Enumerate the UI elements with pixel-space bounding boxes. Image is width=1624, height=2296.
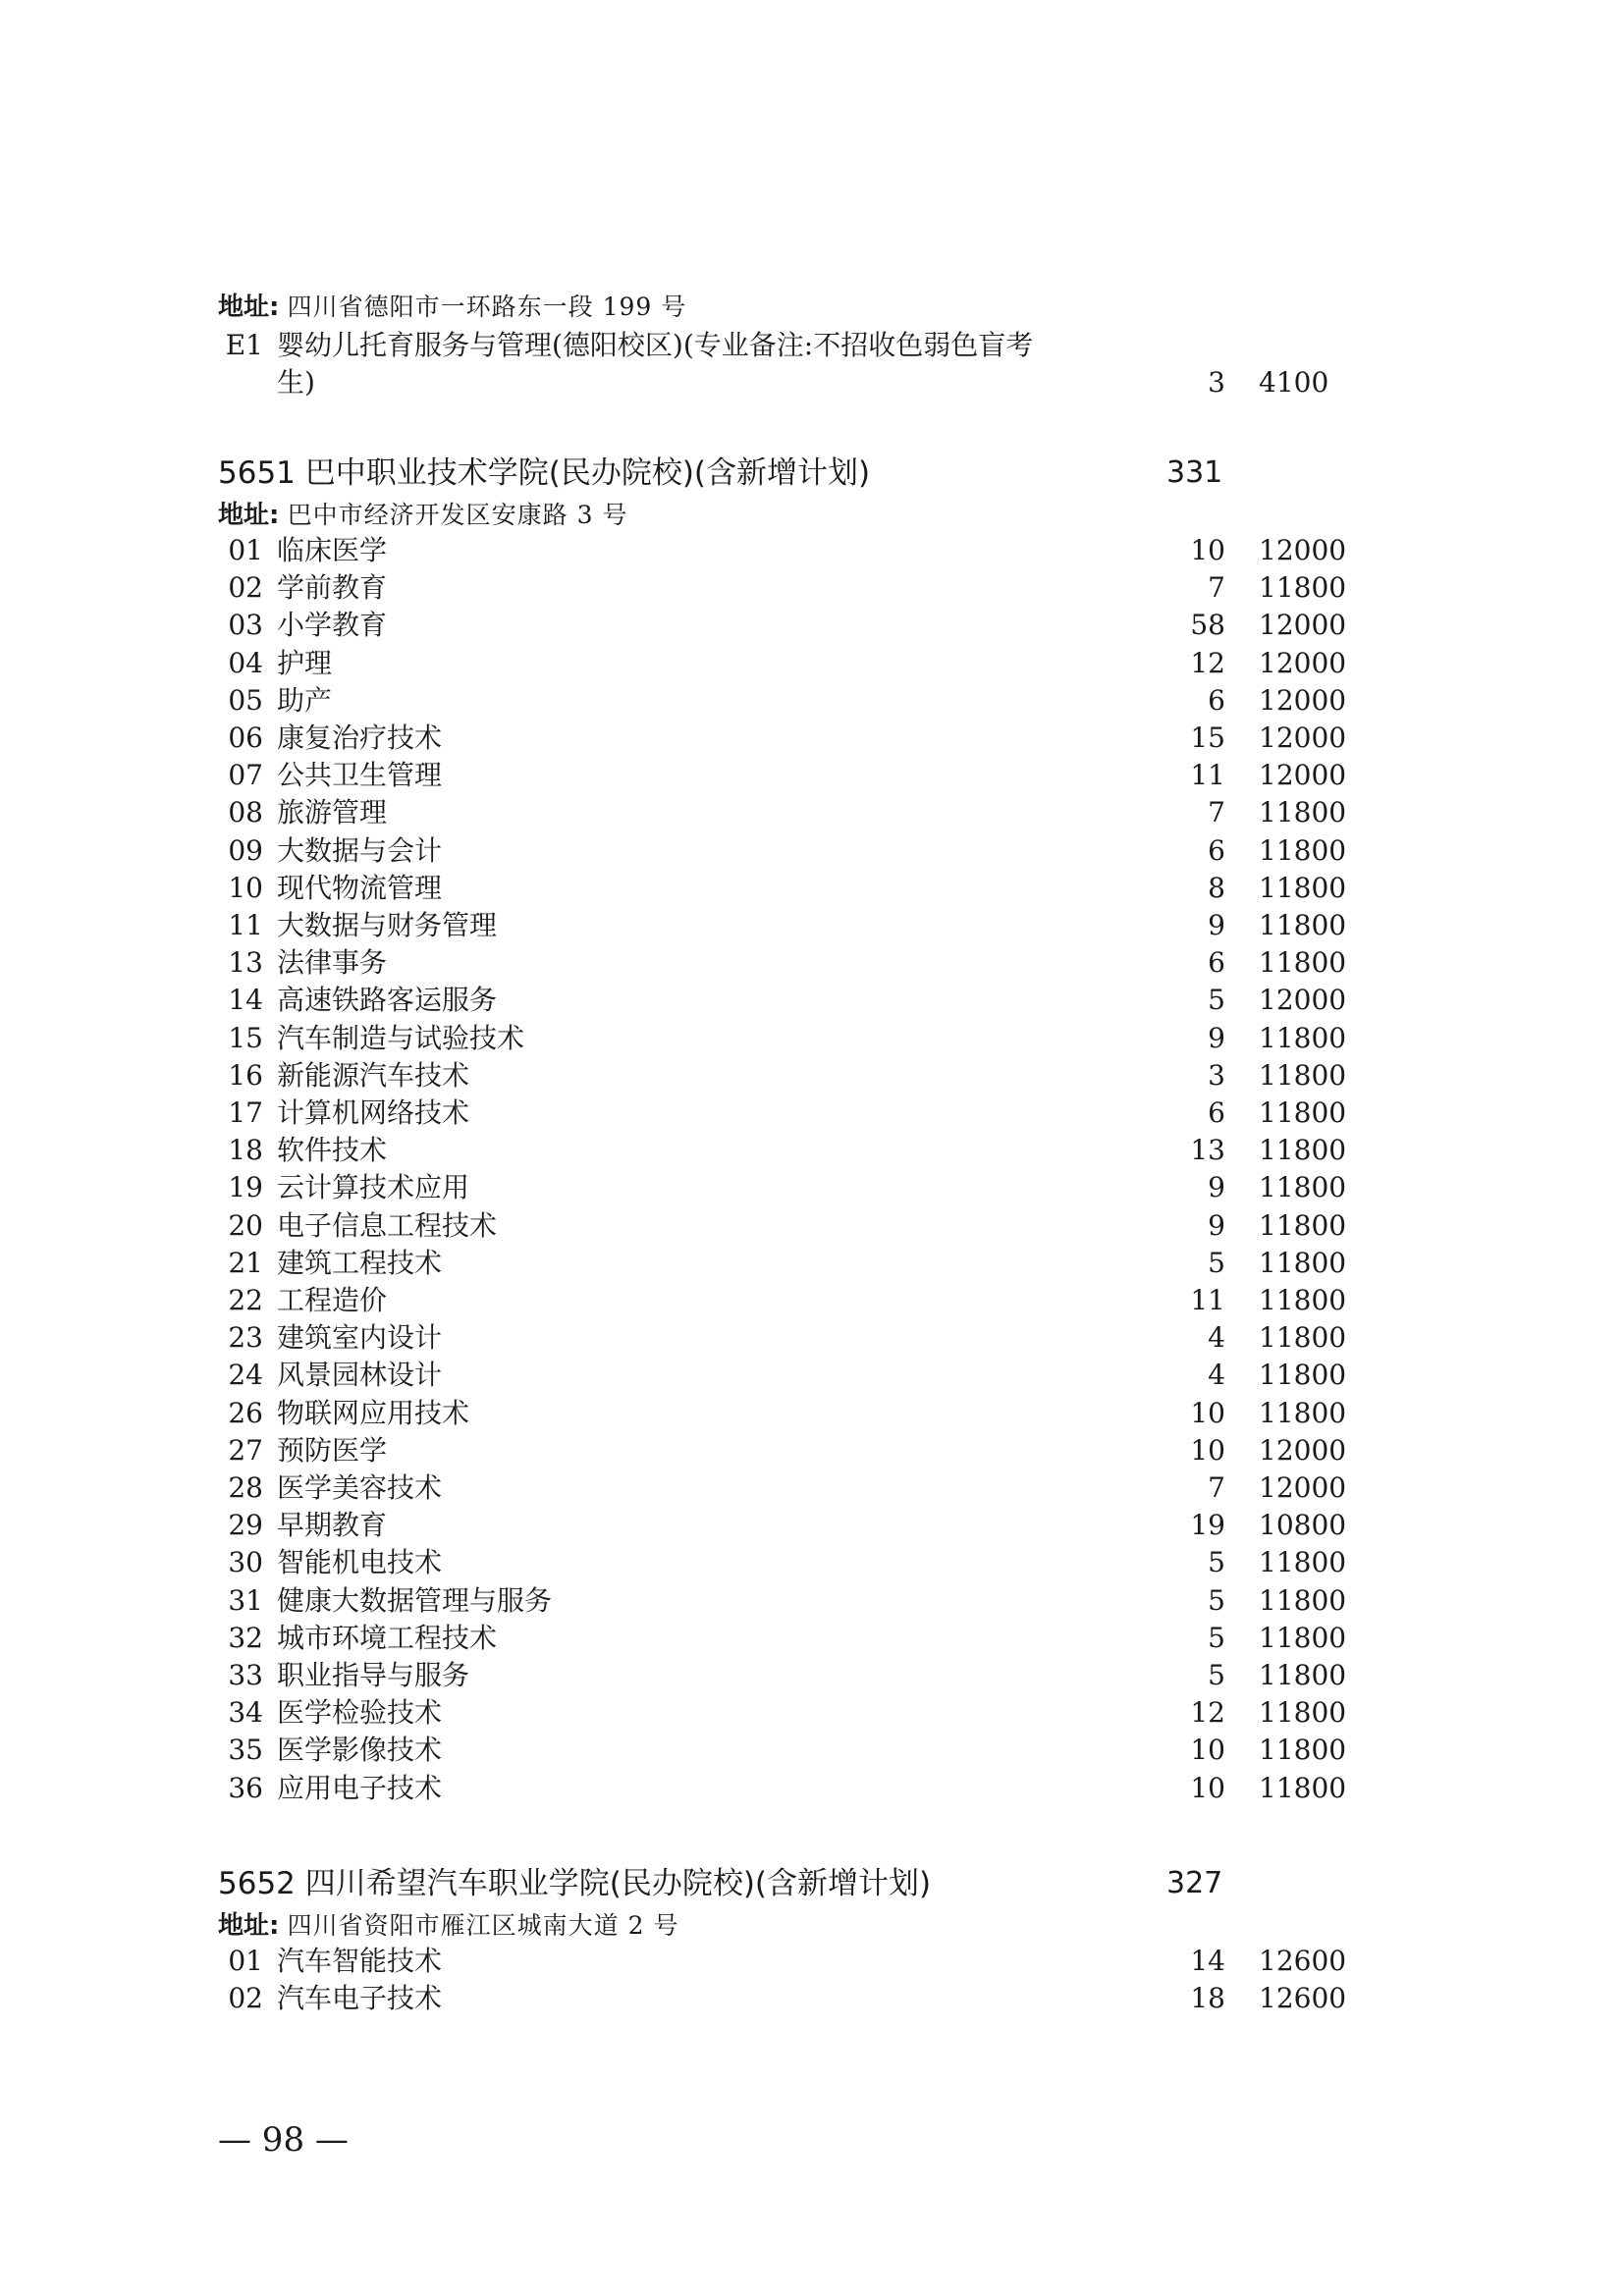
program-row [0, 1694, 1624, 1732]
program-fee: 11800 [1259, 1021, 1347, 1054]
program-fee: 11800 [1259, 946, 1347, 980]
program-row [0, 794, 1624, 831]
program-row [0, 870, 1624, 907]
program-name: 计算机网络技术 [277, 1096, 470, 1129]
program-name: 新能源汽车技术 [277, 1058, 470, 1092]
program-fee: 11800 [1259, 571, 1347, 605]
school-total-5651: 331 [1166, 455, 1223, 490]
program-count: 5 [1208, 1621, 1225, 1654]
program-code: 28 [228, 1471, 263, 1504]
program-code: 03 [228, 609, 263, 642]
program-count: 3 [1208, 366, 1225, 399]
program-code: 01 [228, 534, 263, 566]
program-row [0, 907, 1624, 944]
program-code: 06 [228, 721, 263, 754]
program-count: 15 [1190, 721, 1225, 754]
program-fee: 11800 [1259, 909, 1347, 941]
program-fee: 11800 [1259, 1246, 1347, 1279]
program-row [0, 1095, 1624, 1132]
program-count: 13 [1190, 1134, 1225, 1167]
program-code: 32 [228, 1621, 263, 1654]
address-label: 地址: [218, 501, 280, 530]
program-fee: 12000 [1259, 1471, 1347, 1504]
program-row [0, 607, 1624, 644]
program-code: 23 [228, 1321, 263, 1355]
program-row [0, 1732, 1624, 1769]
program-code: 35 [228, 1734, 263, 1767]
program-count: 4 [1208, 1359, 1225, 1392]
program-name: 早期教育 [277, 1509, 388, 1542]
program-code: 34 [228, 1696, 263, 1730]
program-row [0, 720, 1624, 757]
program-fee: 12000 [1259, 759, 1347, 792]
program-name: 高速铁路客运服务 [277, 984, 498, 1017]
program-name: 大数据与会计 [277, 833, 443, 867]
program-fee: 4100 [1259, 366, 1329, 399]
program-count: 6 [1208, 1096, 1225, 1129]
program-code: 07 [228, 759, 263, 792]
program-row [0, 1057, 1624, 1095]
program-count: 19 [1190, 1509, 1225, 1542]
program-name: 医学影像技术 [277, 1734, 443, 1767]
program-row [0, 532, 1624, 569]
program-name: 医学检验技术 [277, 1696, 443, 1730]
program-count: 7 [1208, 796, 1225, 829]
program-fee: 11800 [1259, 1134, 1347, 1167]
program-row [0, 1620, 1624, 1657]
program-count: 10 [1190, 534, 1225, 566]
program-code: 13 [228, 946, 263, 980]
program-row [0, 1207, 1624, 1245]
program-fee: 11800 [1259, 1284, 1347, 1316]
program-count: 12 [1190, 646, 1225, 679]
program-fee: 11800 [1259, 1208, 1347, 1242]
program-code: 26 [228, 1396, 263, 1429]
program-name: 临床医学 [277, 534, 388, 566]
program-row [0, 1657, 1624, 1694]
program-fee: 11800 [1259, 1659, 1347, 1691]
program-name: 汽车制造与试验技术 [277, 1021, 525, 1054]
program-row [0, 944, 1624, 982]
program-code: 01 [228, 1945, 263, 1977]
program-name: 智能机电技术 [277, 1546, 443, 1579]
program-name: 汽车智能技术 [277, 1945, 443, 1977]
program-fee: 11800 [1259, 1058, 1347, 1092]
program-name: 物联网应用技术 [277, 1396, 470, 1429]
program-count: 14 [1190, 1945, 1225, 1977]
program-count: 10 [1190, 1734, 1225, 1767]
program-name: 大数据与财务管理 [277, 909, 498, 941]
program-fee: 12000 [1259, 1433, 1347, 1467]
program-name: 学前教育 [277, 571, 388, 605]
program-fee: 12000 [1259, 534, 1347, 566]
program-count: 58 [1190, 609, 1225, 642]
program-row [0, 1770, 1624, 1807]
program-row [0, 1282, 1624, 1319]
school-title-5651: 5651 巴中职业技术学院(民办院校)(含新增计划) [218, 455, 871, 491]
program-code: 29 [228, 1509, 263, 1542]
program-code: 16 [228, 1058, 263, 1092]
program-name: 小学教育 [277, 609, 388, 642]
address-label: 地址: [218, 293, 280, 322]
program-name: 风景园林设计 [277, 1359, 443, 1392]
program-name: 公共卫生管理 [277, 759, 443, 792]
program-fee: 11800 [1259, 1396, 1347, 1429]
program-row [0, 1507, 1624, 1544]
program-count: 18 [1190, 1982, 1225, 2015]
address-text: 四川省德阳市一环路东一段 199 号 [287, 293, 687, 321]
program-code: 05 [228, 683, 263, 717]
program-code: 20 [228, 1208, 263, 1242]
program-name: 助产 [277, 683, 333, 717]
program-count: 5 [1208, 1583, 1225, 1617]
program-fee: 11800 [1259, 1171, 1347, 1204]
program-fee: 11800 [1259, 833, 1347, 867]
program-count: 10 [1190, 1433, 1225, 1467]
program-name: 工程造价 [277, 1284, 388, 1316]
program-row [0, 569, 1624, 607]
program-row [0, 682, 1624, 720]
program-fee: 11800 [1259, 1734, 1347, 1767]
program-row [0, 832, 1624, 870]
program-row [0, 982, 1624, 1019]
program-name: 建筑工程技术 [277, 1246, 443, 1279]
program-row [0, 1980, 1624, 2017]
program-name: 汽车电子技术 [277, 1982, 443, 2015]
program-fee: 11800 [1259, 871, 1347, 904]
program-name: 康复治疗技术 [277, 721, 443, 754]
program-count: 11 [1190, 759, 1225, 792]
program-name: 云计算技术应用 [277, 1171, 470, 1204]
address-label: 地址: [218, 1911, 280, 1941]
school-title-5652: 5652 四川希望汽车职业学院(民办院校)(含新增计划) [218, 1866, 932, 1901]
program-row [0, 1169, 1624, 1206]
program-fee: 11800 [1259, 796, 1347, 829]
program-code: 18 [228, 1134, 263, 1167]
program-fee: 12600 [1259, 1945, 1347, 1977]
program-code: 09 [228, 833, 263, 867]
program-row [0, 1582, 1624, 1620]
program-name: 医学美容技术 [277, 1471, 443, 1504]
program-name: 电子信息工程技术 [277, 1208, 498, 1242]
address-text: 巴中市经济开发区安康路 3 号 [287, 501, 628, 529]
program-name-line2: 生) [277, 366, 315, 399]
program-count: 5 [1208, 1546, 1225, 1579]
program-count: 5 [1208, 1659, 1225, 1691]
program-code: 14 [228, 984, 263, 1017]
program-fee: 11800 [1259, 1359, 1347, 1392]
program-row [0, 645, 1624, 682]
program-code: 30 [228, 1546, 263, 1579]
program-row [0, 1020, 1624, 1057]
program-count: 9 [1208, 1021, 1225, 1054]
program-code: 15 [228, 1021, 263, 1054]
program-fee: 12600 [1259, 1982, 1347, 2015]
program-code: 19 [228, 1171, 263, 1204]
program-count: 12 [1190, 1696, 1225, 1730]
address-text: 四川省资阳市雁江区城南大道 2 号 [287, 1911, 679, 1940]
program-code: 11 [228, 909, 263, 941]
program-code: 24 [228, 1359, 263, 1392]
program-fee: 12000 [1259, 984, 1347, 1017]
program-row-e1 [0, 327, 1624, 401]
program-fee: 11800 [1259, 1696, 1347, 1730]
school-total-5652: 327 [1166, 1866, 1223, 1900]
program-code: E1 [225, 329, 263, 361]
program-count: 3 [1208, 1058, 1225, 1092]
program-code: 02 [228, 1982, 263, 2015]
program-code: 36 [228, 1771, 263, 1804]
address-line-5652 [218, 1909, 678, 1943]
program-name: 城市环境工程技术 [277, 1621, 498, 1654]
program-name: 旅游管理 [277, 796, 388, 829]
program-fee: 11800 [1259, 1583, 1347, 1617]
program-count: 7 [1208, 571, 1225, 605]
program-name: 预防医学 [277, 1433, 388, 1467]
program-row [0, 1245, 1624, 1282]
program-code: 33 [228, 1659, 263, 1691]
program-row [0, 1132, 1624, 1169]
program-name-line1: 婴幼儿托育服务与管理(德阳校区)(专业备注:不招收色弱色盲考 [277, 329, 1034, 361]
program-fee: 11800 [1259, 1546, 1347, 1579]
program-code: 08 [228, 796, 263, 829]
program-name: 应用电子技术 [277, 1771, 443, 1804]
program-code: 22 [228, 1284, 263, 1316]
program-name: 职业指导与服务 [277, 1659, 470, 1691]
program-fee: 10800 [1259, 1509, 1347, 1542]
program-count: 4 [1208, 1321, 1225, 1355]
program-row [0, 757, 1624, 794]
program-count: 8 [1208, 871, 1225, 904]
program-name: 软件技术 [277, 1134, 388, 1167]
program-name: 建筑室内设计 [277, 1321, 443, 1355]
program-fee: 12000 [1259, 721, 1347, 754]
program-code: 27 [228, 1433, 263, 1467]
program-fee: 11800 [1259, 1621, 1347, 1654]
program-fee: 12000 [1259, 683, 1347, 717]
program-code: 02 [228, 571, 263, 605]
program-count: 10 [1190, 1396, 1225, 1429]
program-count: 5 [1208, 984, 1225, 1017]
program-row [0, 1469, 1624, 1507]
program-row [0, 1319, 1624, 1357]
program-code: 17 [228, 1096, 263, 1129]
program-count: 6 [1208, 946, 1225, 980]
program-row [0, 1357, 1624, 1394]
program-fee: 12000 [1259, 609, 1347, 642]
program-fee: 12000 [1259, 646, 1347, 679]
program-row [0, 1544, 1624, 1581]
program-code: 04 [228, 646, 263, 679]
program-code: 21 [228, 1246, 263, 1279]
program-row [0, 1432, 1624, 1469]
program-row [0, 1395, 1624, 1432]
program-fee: 11800 [1259, 1771, 1347, 1804]
address-line-top [218, 291, 686, 324]
program-name: 健康大数据管理与服务 [277, 1583, 553, 1617]
program-count: 9 [1208, 1171, 1225, 1204]
program-count: 11 [1190, 1284, 1225, 1316]
program-fee: 11800 [1259, 1096, 1347, 1129]
program-count: 6 [1208, 833, 1225, 867]
program-row [0, 1943, 1624, 1980]
program-count: 7 [1208, 1471, 1225, 1504]
page-number: — 98 — [218, 2120, 349, 2160]
program-name: 现代物流管理 [277, 871, 443, 904]
program-name: 法律事务 [277, 946, 388, 980]
program-count: 10 [1190, 1771, 1225, 1804]
program-count: 6 [1208, 683, 1225, 717]
program-count: 5 [1208, 1246, 1225, 1279]
program-count: 9 [1208, 1208, 1225, 1242]
program-code: 31 [228, 1583, 263, 1617]
address-line-5651 [218, 499, 627, 532]
program-fee: 11800 [1259, 1321, 1347, 1355]
program-name: 护理 [277, 646, 333, 679]
program-code: 10 [228, 871, 263, 904]
program-count: 9 [1208, 909, 1225, 941]
